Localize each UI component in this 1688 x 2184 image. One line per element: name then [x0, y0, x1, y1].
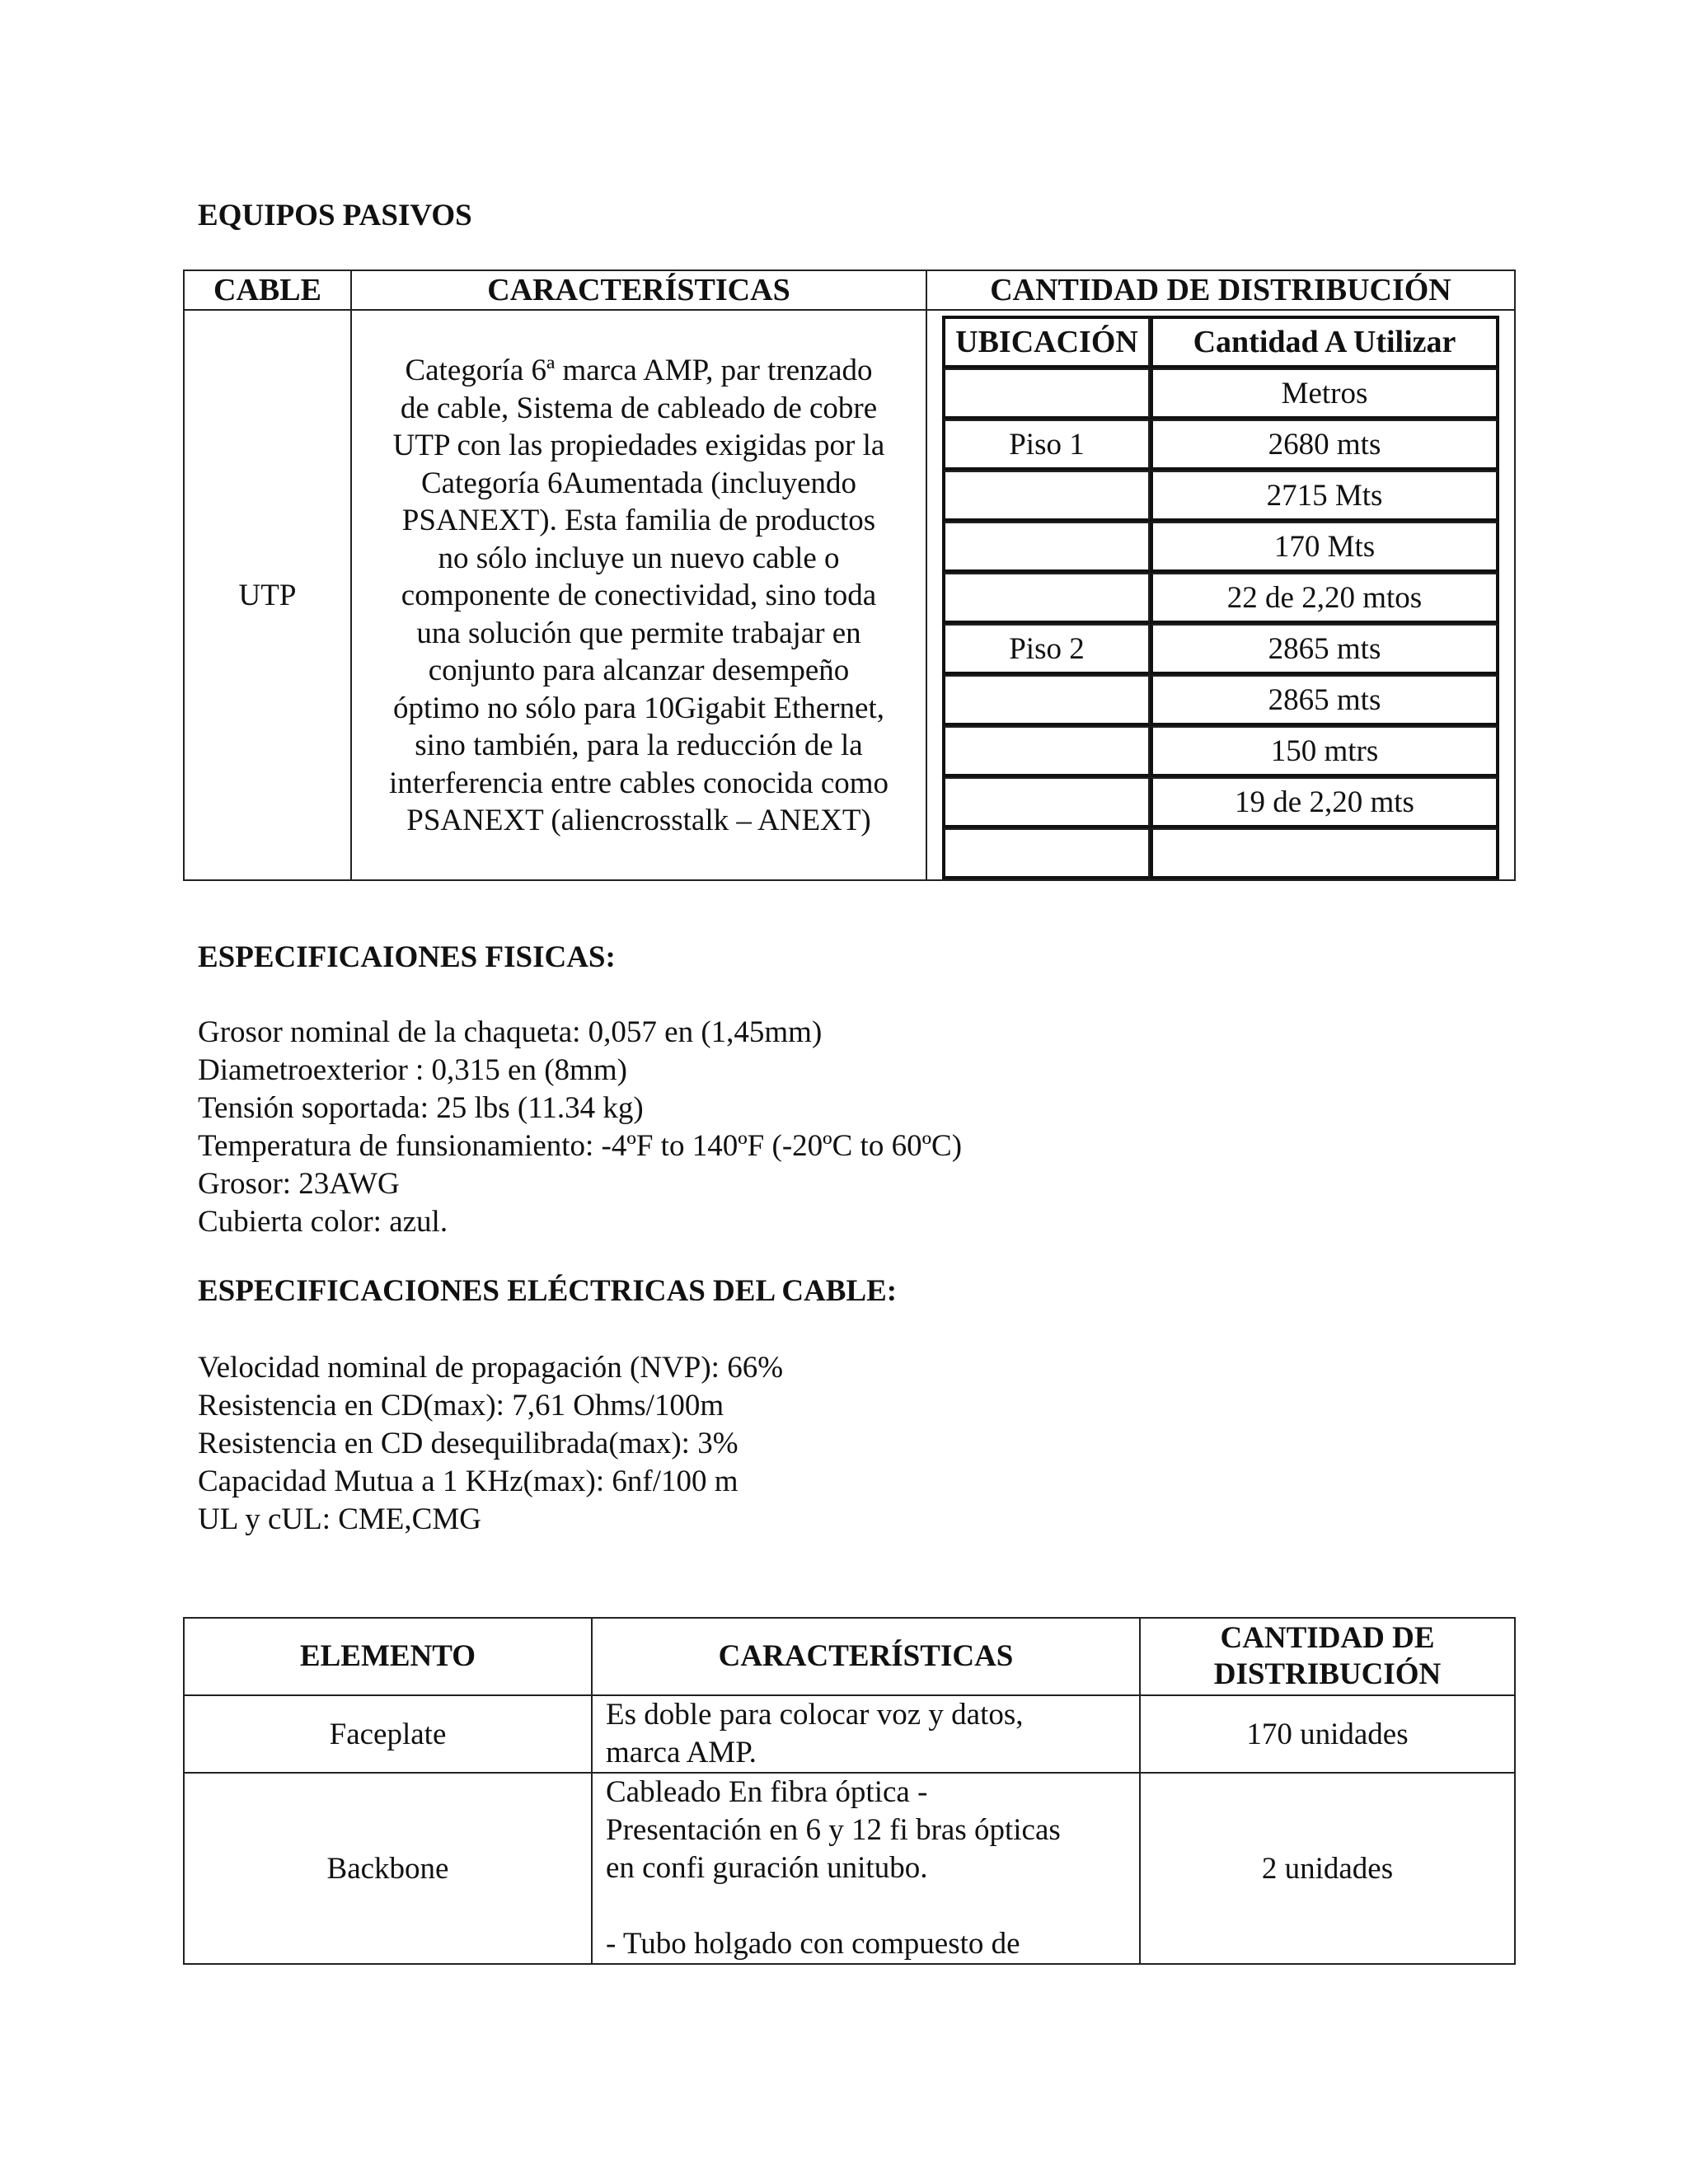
- description-line: Categoría 6Aumentada (incluyendo: [420, 466, 857, 500]
- quantity-cell: 22 de 2,20 mtos: [1150, 573, 1499, 624]
- physical-specs-title: ESPECIFICAIONES FISICAS:: [198, 940, 616, 974]
- features-line: Cableado En fibra óptica -: [606, 1775, 928, 1809]
- paragraph-gap: [606, 1887, 1126, 1925]
- header-features: CARACTERÍSTICAS: [351, 270, 926, 310]
- spec-line: Grosor: 23AWG: [198, 1167, 400, 1201]
- description-line: una solución que permite trabajar en: [416, 616, 861, 650]
- quantity-cell: 2865 mts: [1150, 624, 1499, 675]
- table-row: [942, 368, 1499, 419]
- cable-type: UTP: [184, 310, 351, 880]
- spec-line: Velocidad nominal de propagación (NVP): 66%: [198, 1351, 784, 1385]
- location-cell: Piso 2: [942, 624, 1150, 675]
- quantity-cell: 19 de 2,20 mts: [1150, 777, 1499, 828]
- header-features: CARACTERÍSTICAS: [592, 1618, 1140, 1695]
- table-row: [942, 522, 1499, 573]
- passive-equipment-table: [183, 269, 1516, 881]
- spec-line: UL y cUL: CME,CMG: [198, 1502, 481, 1536]
- table-row: [942, 675, 1499, 726]
- features-cell: [592, 1695, 1140, 1773]
- header-quantity: Cantidad A Utilizar: [1150, 316, 1499, 368]
- table-row: [942, 573, 1499, 624]
- features-line: - Tubo holgado con compuesto de: [606, 1927, 1020, 1961]
- section-title: EQUIPOS PASIVOS: [198, 199, 472, 232]
- features-cell: [592, 1773, 1140, 1964]
- features-line: Es doble para colocar voz y datos,: [606, 1698, 1024, 1732]
- quantity-cell: 2 unidades: [1140, 1773, 1515, 1964]
- header-element: ELEMENTO: [184, 1618, 592, 1695]
- distribution-header-row: [942, 316, 1499, 368]
- quantity-cell: 2865 mts: [1150, 675, 1499, 726]
- spec-line: Resistencia en CD desequilibrada(max): 3%: [198, 1427, 738, 1460]
- quantity-cell: 170 unidades: [1140, 1695, 1515, 1773]
- distribution-cell: [926, 310, 1515, 880]
- table-row: [942, 777, 1499, 828]
- table-row: [942, 471, 1499, 522]
- features-line: marca AMP.: [606, 1736, 757, 1769]
- location-cell: [942, 471, 1150, 522]
- description-line: componente de conectividad, sino toda: [401, 579, 877, 613]
- location-cell: [942, 522, 1150, 573]
- location-cell: [942, 777, 1150, 828]
- table-header-row: [184, 270, 1515, 310]
- table-row: [942, 726, 1499, 777]
- description-line: PSANEXT (aliencrosstalk – ANEXT): [406, 804, 871, 838]
- spec-line: Tensión soportada: 25 lbs (11.34 kg): [198, 1091, 644, 1125]
- quantity-cell: 150 mtrs: [1150, 726, 1499, 777]
- table-row: [942, 419, 1499, 471]
- spec-line: Capacidad Mutua a 1 KHz(max): 6nf/100 m: [198, 1465, 738, 1498]
- table-header-row: [184, 1618, 1515, 1695]
- location-cell: [942, 828, 1150, 879]
- header-distribution-line: CANTIDAD DE: [1220, 1621, 1435, 1655]
- spec-line: Diametroexterior : 0,315 en (8mm): [198, 1053, 627, 1087]
- header-distribution-line: DISTRIBUCIÓN: [1213, 1657, 1442, 1691]
- description-line: de cable, Sistema de cableado de cobre: [400, 391, 878, 425]
- element-cell: Faceplate: [184, 1695, 592, 1773]
- features-line: en confi guración unitubo.: [606, 1851, 928, 1885]
- table-row: [184, 1773, 1515, 1964]
- physical-specs-list: [198, 1014, 962, 1241]
- location-cell: Piso 1: [942, 419, 1150, 471]
- element-cell: Backbone: [184, 1773, 592, 1964]
- location-cell: [942, 368, 1150, 419]
- description-line: sino también, para la reducción de la: [415, 729, 863, 763]
- distribution-table: [942, 316, 1499, 879]
- spec-line: Grosor nominal de la chaqueta: 0,057 en (1,45mm): [198, 1015, 823, 1049]
- description-line: Categoría 6ª marca AMP, par trenzado: [405, 354, 873, 388]
- spec-line: Resistencia en CD(max): 7,61 Ohms/100m: [198, 1389, 724, 1422]
- table-row: [942, 624, 1499, 675]
- header-cable: CABLE: [184, 270, 351, 310]
- location-cell: [942, 675, 1150, 726]
- description-line: óptimo no sólo para 10Gigabit Ethernet,: [393, 691, 884, 725]
- spec-line: Temperatura de funsionamiento: -4ºF to 140ºF (-20ºC to 60ºC): [198, 1129, 963, 1163]
- cable-description: [351, 310, 926, 880]
- quantity-cell: 2680 mts: [1150, 419, 1499, 471]
- spec-line: Cubierta color: azul.: [198, 1205, 448, 1239]
- quantity-cell: Metros: [1150, 368, 1499, 419]
- location-cell: [942, 726, 1150, 777]
- description-line: interferencia entre cables conocida como: [388, 766, 889, 800]
- table-row: [184, 1695, 1515, 1773]
- description-line: no sólo incluye un nuevo cable o: [438, 541, 840, 575]
- header-distribution: [1140, 1618, 1515, 1695]
- electrical-specs-list: [198, 1349, 783, 1539]
- electrical-specs-title: ESPECIFICACIONES ELÉCTRICAS DEL CABLE:: [198, 1274, 898, 1308]
- elements-table: [183, 1617, 1516, 1965]
- quantity-cell: 170 Mts: [1150, 522, 1499, 573]
- table-row: [942, 828, 1499, 879]
- quantity-cell: 2715 Mts: [1150, 471, 1499, 522]
- location-cell: [942, 573, 1150, 624]
- features-line: Presentación en 6 y 12 fi bras ópticas: [606, 1813, 1061, 1847]
- header-location: UBICACIÓN: [942, 316, 1150, 368]
- header-distribution: CANTIDAD DE DISTRIBUCIÓN: [926, 270, 1515, 310]
- description-line: PSANEXT). Esta familia de productos: [401, 504, 876, 538]
- table-row: [184, 310, 1515, 880]
- description-line: conjunto para alcanzar desempeño: [428, 654, 850, 688]
- quantity-cell: [1150, 828, 1499, 879]
- description-line: UTP con las propiedades exigidas por la: [392, 429, 885, 463]
